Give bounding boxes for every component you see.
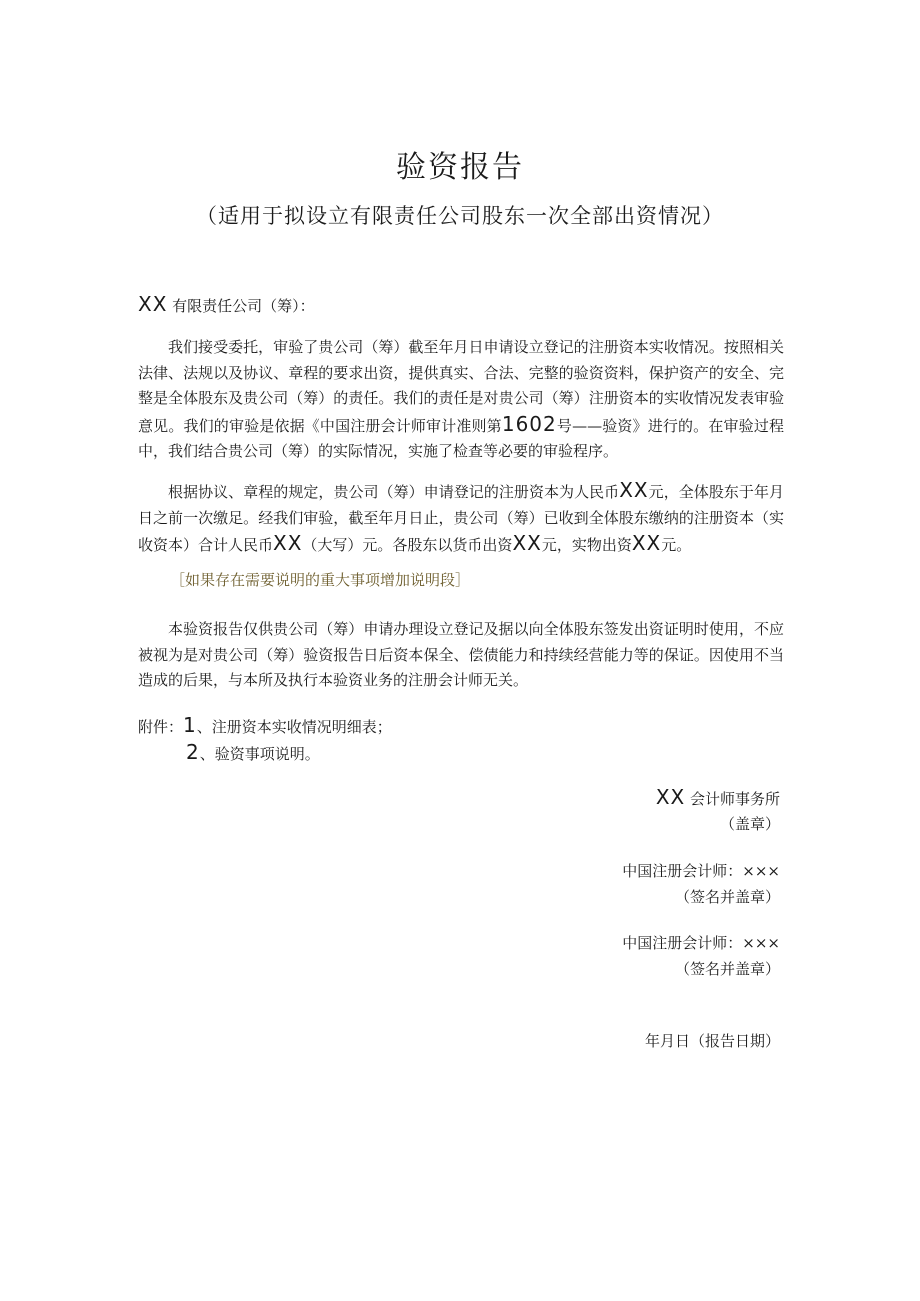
cpa-2: 中国注册会计师：××× (622, 934, 780, 952)
paragraph2-part-a: 根据协议、章程的规定，贵公司（筹）申请登记的注册资本为人民币 (168, 483, 620, 501)
cash-contribution-amount: XX (512, 531, 542, 555)
attachment-item-2 (186, 740, 320, 764)
paragraph1-part-a: 我们接受委托，审验了贵公司（筹）截至年月日申请设立登记的注册资本实收情况。按照相关法律、法规以及协议、章程的要求出资，提供真实、合法、完整的验资资料，保护资产的安全、完整是全体股东及贵公司（筹）的责任。我们的责任是对贵公司（筹）注册资本的实收情况发表审验意见。我们的审验是依据《中国注册会计师审计准则第 (138, 338, 784, 435)
in-kind-contribution-amount: XX (631, 531, 662, 555)
paragraph-entrustment (138, 335, 784, 465)
firm-text: 会计师事务所 (685, 790, 780, 808)
cpa-1: 中国注册会计师：××× (622, 862, 780, 880)
firm-seal: （盖章） (719, 815, 780, 833)
explanatory-note: ［如果存在需要说明的重大事项增加说明段］ (170, 571, 471, 589)
salutation-text: 有限责任公司（筹）： (167, 297, 315, 315)
report-date: 年月日（报告日期） (644, 1032, 780, 1050)
firm-name (656, 785, 780, 809)
attachment-2-text: 、验资事项说明。 (199, 745, 320, 763)
page-subtitle: （适用于拟设立有限责任公司股东一次全部出资情况） (196, 204, 724, 228)
cpa-1-signature: （签名并盖章） (674, 888, 780, 906)
paragraph1-part-b: 号——验资》进行的。在审验过程中，我们结合贵公司（筹）的实际情况，实施了检查等必要的审验程序。 (138, 416, 784, 460)
paragraph-usage: 本验资报告仅供贵公司（筹）申请办理设立登记及据以向全体股东签发出资证明时使用，不应被视为是对贵公司（筹）验资报告日后资本保全、偿债能力和持续经营能力等的保证。因使用不当造成的后果，与本所及执行本验资业务的注册会计师无关。 (138, 620, 784, 689)
salutation-prefix: XX (138, 292, 168, 316)
cpa-2-signature: （签名并盖章） (674, 960, 780, 978)
firm-prefix: XX (655, 785, 686, 809)
registered-capital-amount: XX (619, 478, 649, 502)
page-title: 验资报告 (396, 150, 524, 185)
standard-number: 1602 (501, 411, 557, 436)
attachment-label: 附件： (138, 718, 184, 736)
paragraph2-part-b: 元，全体股东于年月日之前一次缴足。经我们审验，截至年月日止，贵公司（筹）已收到全体股东缴纳的注册资本（实收资本）合计人民币 (138, 483, 784, 554)
paid-in-capital-amount: XX (273, 531, 303, 555)
attachment-1-number: 1 (183, 713, 197, 737)
paragraph2-part-c: （大写）元。各股东以货币出资 (302, 536, 513, 554)
attachment-item-1 (138, 713, 392, 737)
paragraph2-part-d: 元，实物出资 (541, 536, 632, 554)
attachment-1-text: 、注册资本实收情况明细表； (196, 718, 392, 736)
paragraph-capital (138, 478, 784, 559)
attachment-2-number: 2 (186, 740, 200, 764)
paragraph2-part-e: 元。 (661, 536, 692, 554)
salutation (138, 292, 315, 316)
